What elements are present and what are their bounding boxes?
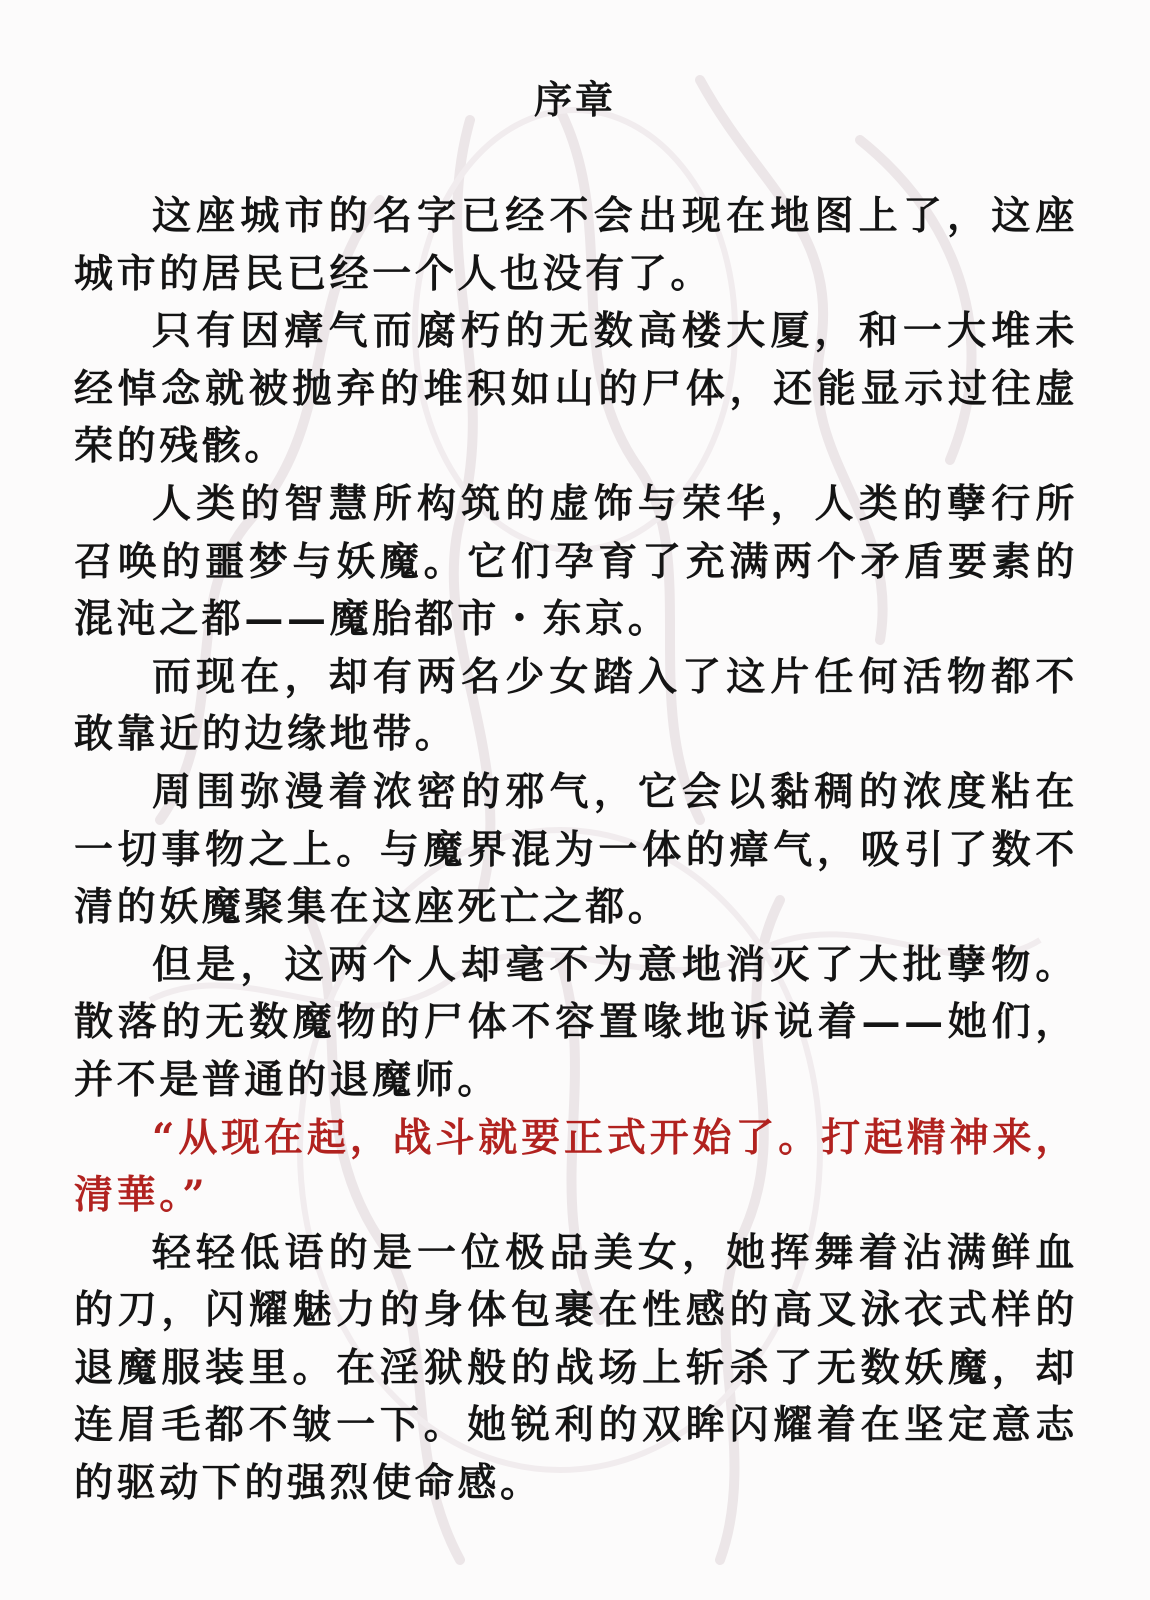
chapter-title: 序章 (533, 77, 616, 122)
paragraph: 轻轻低语的是一位极品美女，她挥舞着沾满鲜血的刀，闪耀魅力的身体包裹在性感的高叉泳衣式样的退魔服装里。在淫狱般的战场上斩杀了无数妖魔，却连眉毛都不皱一下。她锐利的双眸闪耀着在坚定意志的驱动下的强烈使命感。 (74, 1229, 1078, 1507)
dialogue-line: “从现在起，战斗就要正式开始了。打起精神来，清華。” (74, 1114, 1078, 1219)
paragraph: 而现在，却有两名少女踏入了这片任何活物都不敢靠近的边缘地带。 (74, 653, 1078, 758)
paragraph: 人类的智慧所构筑的虚饰与荣华，人类的孽行所召唤的噩梦与妖魔。它们孕育了充满两个矛盾要素的混沌之都——魔胎都市・东京。 (74, 480, 1078, 643)
paragraph: 只有因瘴气而腐朽的无数高楼大厦，和一大堆未经悼念就被抛弃的堆积如山的尸体，还能显示过往虚荣的残骸。 (74, 308, 1078, 470)
paragraph: 这座城市的名字已经不会出现在地图上了，这座城市的居民已经一个人也没有了。 (74, 193, 1078, 297)
paragraph: 周围弥漫着浓密的邪气，它会以黏稠的浓度粘在一切事物之上。与魔界混为一体的瘴气，吸引了数不清的妖魔聚集在这座死亡之都。 (74, 768, 1078, 931)
paragraph: 但是，这两个人却毫不为意地消灭了大批孽物。散落的无数魔物的尸体不容置喙地诉说着——她们，并不是普通的退魔师。 (74, 941, 1078, 1103)
chapter-body (74, 188, 1078, 1513)
